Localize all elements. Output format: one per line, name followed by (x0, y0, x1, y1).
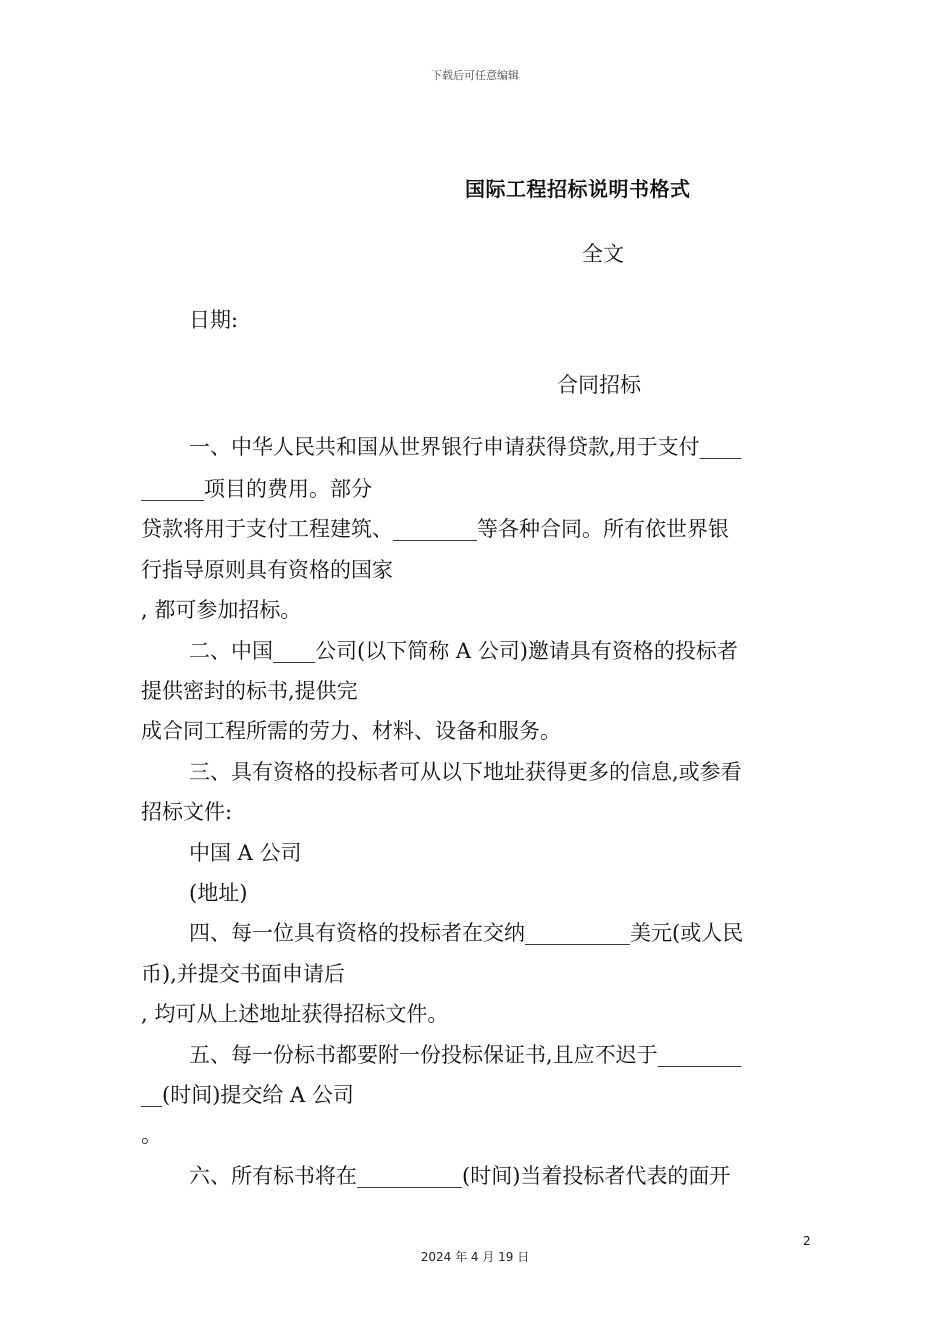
body-line: 成合同工程所需的劳力、材料、设备和服务。 (141, 719, 561, 743)
body-line: 币),并提交书面申请后 (141, 962, 345, 986)
body-line: 三、具有资格的投标者可从以下地址获得更多的信息,或参看 (189, 760, 742, 784)
document-subtitle: 全文 (582, 242, 624, 266)
section-heading: 合同招标 (557, 373, 641, 397)
date-label: 日期: (189, 308, 239, 332)
body-line: ______项目的费用。部分 (141, 477, 372, 501)
document-title: 国际工程招标说明书格式 (465, 177, 691, 201)
header-note: 下载后可任意编辑 (431, 69, 519, 82)
body-line: 四、每一位具有资格的投标者在交纳__________美元(或人民 (189, 921, 744, 945)
body-line: 六、所有标书将在__________(时间)当着投标者代表的面开 (189, 1164, 731, 1188)
body-line: , 均可从上述地址获得招标文件。 (141, 1002, 449, 1026)
body-line: , 都可参加招标。 (141, 598, 302, 622)
body-line: 提供密封的标书,提供完 (141, 679, 358, 703)
body-line: 招标文件: (141, 800, 233, 824)
body-line: 中国 A 公司 (189, 841, 302, 865)
footer-date: 2024 年 4 月 19 日 (420, 1250, 530, 1264)
body-line: 五、每一份标书都要附一份投标保证书,且应不迟于________ (189, 1043, 742, 1067)
body-line: 。 (141, 1123, 162, 1147)
body-line: __(时间)提交给 A 公司 (141, 1083, 354, 1107)
body-line: 一、中华人民共和国从世界银行申请获得贷款,用于支付____ (189, 435, 742, 459)
body-line: 行指导原则具有资格的国家 (141, 558, 393, 582)
page-number: 2 (803, 1234, 811, 1248)
body-line: 二、中国____公司(以下简称 A 公司)邀请具有资格的投标者 (189, 639, 738, 663)
body-line: (地址) (189, 881, 248, 905)
body-line: 贷款将用于支付工程建筑、________等各种合同。所有依世界银 (141, 517, 729, 541)
